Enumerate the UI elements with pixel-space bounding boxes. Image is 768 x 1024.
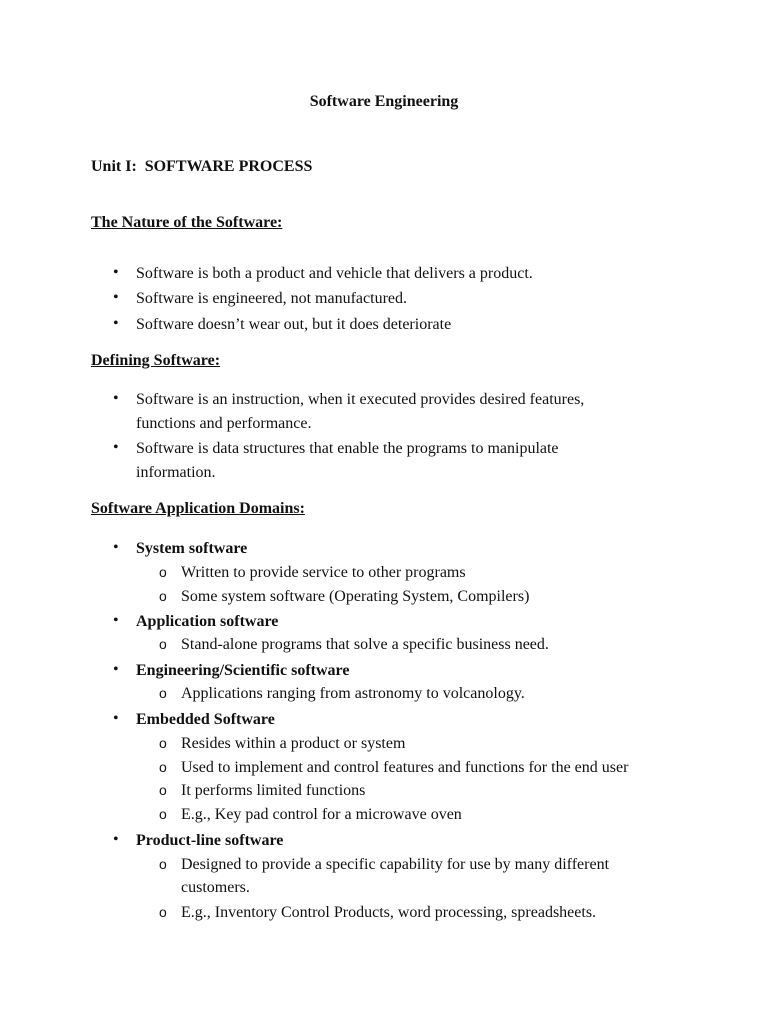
list-item: Software is both a product and vehicle that delivers a product. (136, 265, 533, 282)
sub-list-item: E.g., Key pad control for a microwave oven (181, 806, 462, 823)
sub-bullet-glyph: o (159, 564, 167, 580)
sub-list-item: Some system software (Operating System, Compilers) (181, 588, 530, 605)
section-heading-domains: Software Application Domains: (91, 500, 305, 517)
bullet-glyph: • (113, 710, 119, 727)
list-item: Software doesn’t wear out, but it does deteriorate (136, 316, 452, 333)
list-item-line: Software is an instruction, when it executed provides desired features, (136, 391, 585, 408)
sub-bullet-glyph: o (159, 636, 167, 652)
list-item-line: Software is data structures that enable the programs to manipulate (136, 440, 559, 457)
sub-list-item: It performs limited functions (181, 782, 366, 799)
bullet-glyph: • (113, 539, 119, 556)
bullet-glyph: • (113, 439, 119, 456)
sub-list-item: Written to provide service to other programs (181, 564, 466, 581)
domain-name: Embedded Software (136, 711, 275, 728)
sub-list-item-line: customers. (181, 879, 250, 896)
sub-bullet-glyph: o (159, 806, 167, 822)
bullet-glyph: • (113, 315, 119, 332)
bullet-glyph: • (113, 612, 119, 629)
bullet-glyph: • (113, 831, 119, 848)
sub-bullet-glyph: o (159, 782, 167, 798)
sub-list-item: Stand-alone programs that solve a specific business need. (181, 636, 549, 653)
list-item-line: information. (136, 464, 216, 481)
list-item-line: functions and performance. (136, 415, 312, 432)
sub-bullet-glyph: o (159, 759, 167, 775)
domain-name: Application software (136, 613, 279, 630)
sub-bullet-glyph: o (159, 685, 167, 701)
sub-bullet-glyph: o (159, 588, 167, 604)
sub-list-item: Resides within a product or system (181, 735, 406, 752)
sub-list-item: E.g., Inventory Control Products, word processing, spreadsheets. (181, 904, 597, 921)
sub-bullet-glyph: o (159, 904, 167, 920)
sub-list-item: Used to implement and control features and functions for the end user (181, 759, 629, 776)
list-item: Software is engineered, not manufactured. (136, 290, 408, 307)
sub-bullet-glyph: o (159, 856, 167, 872)
domain-name: Engineering/Scientific software (136, 662, 350, 679)
domain-name: Product-line software (136, 832, 284, 849)
bullet-glyph: • (113, 661, 119, 678)
sub-list-item-line: Designed to provide a specific capability for use by many different (181, 856, 610, 873)
bullet-glyph: • (113, 390, 119, 407)
section-heading-nature: The Nature of the Software: (91, 214, 283, 231)
section-heading-defining: Defining Software: (91, 352, 221, 369)
sub-bullet-glyph: o (159, 735, 167, 751)
domain-name: System software (136, 540, 248, 557)
sub-list-item: Applications ranging from astronomy to volcanology. (181, 685, 525, 702)
bullet-glyph: • (113, 264, 119, 281)
unit-heading: Unit I: SOFTWARE PROCESS (91, 158, 313, 175)
bullet-glyph: • (113, 289, 119, 306)
document-title: Software Engineering (309, 93, 459, 110)
